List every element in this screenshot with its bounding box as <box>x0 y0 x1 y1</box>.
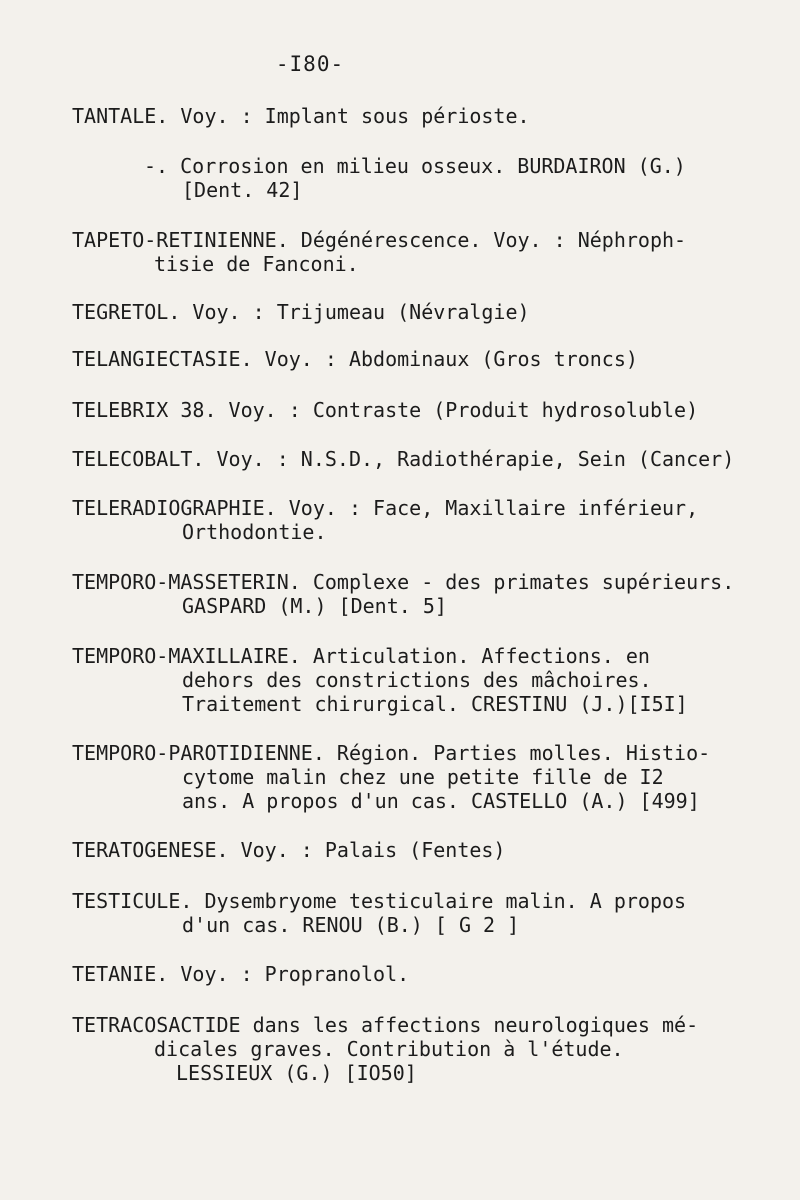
entry-line: Traitement chirurgical. CRESTINU (J.)[I5I] <box>182 692 688 716</box>
entry-line: TANTALE. Voy. : Implant sous périoste. <box>72 104 530 128</box>
entry-telecobalt <box>72 447 772 471</box>
entry-teleradiographie <box>72 496 772 544</box>
entry-telebrix <box>72 398 772 422</box>
entry-temporo-parotidienne <box>72 741 772 813</box>
entry-testicule <box>72 889 772 937</box>
entry-line: Orthodontie. <box>182 520 327 544</box>
entry-tetracosactide <box>72 1013 772 1085</box>
entry-line: d'un cas. RENOU (B.) [ G 2 ] <box>182 913 520 937</box>
page-number: -I80- <box>275 52 345 76</box>
entry-tegretol <box>72 300 772 324</box>
entry-temporo-maxillaire <box>72 644 772 716</box>
entry-line: LESSIEUX (G.) [IO50] <box>176 1061 417 1085</box>
entry-line: TELEBRIX 38. Voy. : Contraste (Produit hydrosoluble) <box>72 398 699 422</box>
entry-line: TETRACOSACTIDE dans les affections neurologiques mé- <box>72 1013 699 1037</box>
entry-tantale-corrosion <box>72 154 800 202</box>
entry-line: [Dent. 42] <box>182 178 303 202</box>
entry-line: dehors des constrictions des mâchoires. <box>182 668 652 692</box>
entry-line: GASPARD (M.) [Dent. 5] <box>182 594 447 618</box>
entry-line: TELERADIOGRAPHIE. Voy. : Face, Maxillaire inférieur, <box>72 496 699 520</box>
entry-line: -. Corrosion en milieu osseux. BURDAIRON (G.) <box>144 154 686 178</box>
entry-tetanie <box>72 962 772 986</box>
entry-line: TELECOBALT. Voy. : N.S.D., Radiothérapie, Sein (Cancer) <box>72 447 735 471</box>
entry-line: TEGRETOL. Voy. : Trijumeau (Névralgie) <box>72 300 530 324</box>
entry-line: TELANGIECTASIE. Voy. : Abdominaux (Gros troncs) <box>72 347 638 371</box>
entry-line: TERATOGENESE. Voy. : Palais (Fentes) <box>72 838 506 862</box>
entry-line: TEMPORO-MAXILLAIRE. Articulation. Affections. en <box>72 644 650 668</box>
entry-tantale <box>72 104 772 128</box>
entry-line: TEMPORO-MASSETERIN. Complexe - des primates supérieurs. <box>72 570 735 594</box>
entry-line: TAPETO-RETINIENNE. Dégénérescence. Voy. : Néphroph- <box>72 228 687 252</box>
entry-line: TEMPORO-PAROTIDIENNE. Région. Parties molles. Histio- <box>72 741 711 765</box>
entry-line: ans. A propos d'un cas. CASTELLO (A.) [499] <box>182 789 700 813</box>
entry-line: TESTICULE. Dysembryome testiculaire malin. A propos <box>72 889 687 913</box>
entry-tapeto-retinienne <box>72 228 772 276</box>
entry-line: TETANIE. Voy. : Propranolol. <box>72 962 410 986</box>
entry-telangiectasie <box>72 347 772 371</box>
entry-line: dicales graves. Contribution à l'étude. <box>154 1037 624 1061</box>
entry-temporo-masseterin <box>72 570 772 618</box>
entry-teratogenese <box>72 838 772 862</box>
entry-line: cytome malin chez une petite fille de I2 <box>182 765 664 789</box>
entry-line: tisie de Fanconi. <box>154 252 359 276</box>
